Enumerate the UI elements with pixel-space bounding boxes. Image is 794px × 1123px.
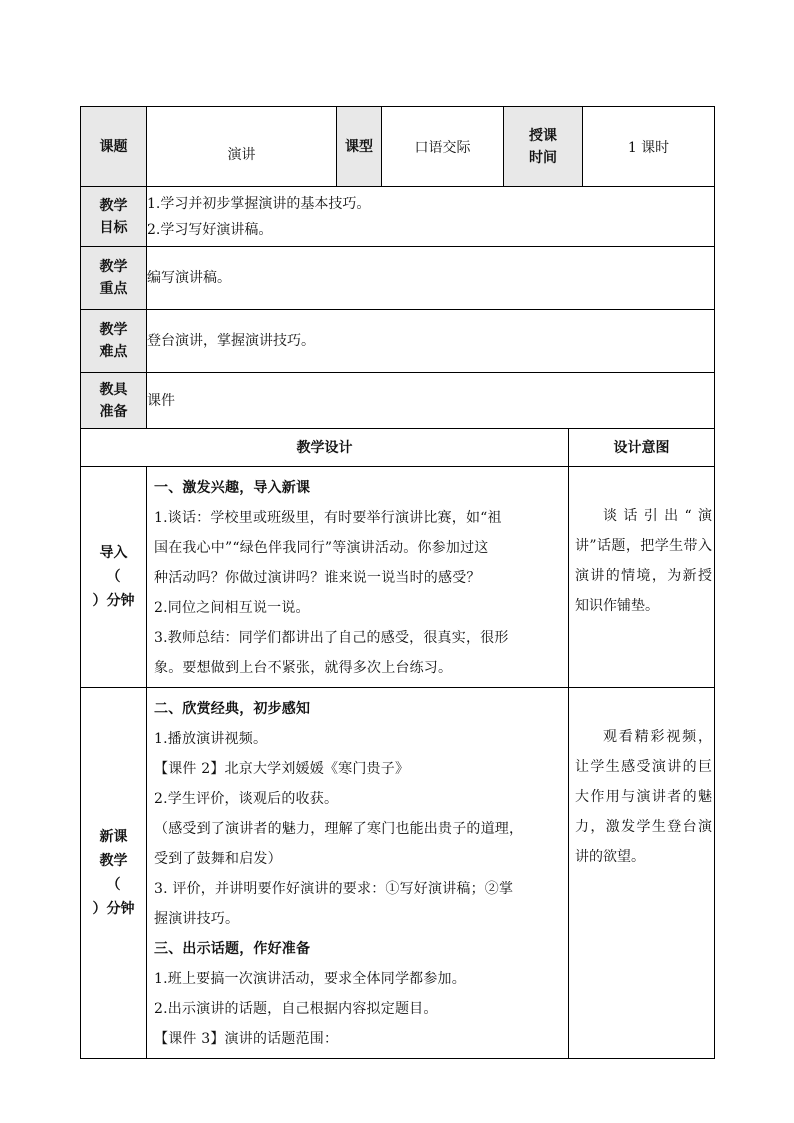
intro-line: 国在我心中”“绿色伴我同行”等演讲活动。你参加过这 <box>154 540 489 556</box>
intro-side-line-2: （ <box>106 569 121 585</box>
lesson-line: 2.出示演讲的话题，自己根据内容拟定题目。 <box>154 1001 438 1017</box>
intro-row <box>81 467 715 688</box>
header-row <box>81 107 715 187</box>
design-header-row <box>81 429 715 467</box>
goal-item: 2.学习写好演讲稿。 <box>147 221 273 238</box>
materials-value: 课件 <box>147 373 715 429</box>
difficulties-value: 登台演讲，掌握演讲技巧。 <box>147 310 715 373</box>
lesson-line: （感受到了演讲者的魅力，理解了寒门也能出贵子的道理， <box>154 821 524 837</box>
goals-value <box>147 187 715 247</box>
time-label <box>504 107 583 187</box>
lesson-line: 3. 评价，并讲明要作好演讲的要求：①写好演讲稿；②掌 <box>154 881 514 897</box>
intro-intent <box>569 467 715 688</box>
materials-label-line-2: 准备 <box>99 403 128 420</box>
new-lesson-side-line-2: 教学 <box>99 853 128 869</box>
topic-label: 课题 <box>81 107 147 187</box>
goals-row <box>81 187 715 247</box>
lesson-plan-table <box>80 106 715 1059</box>
goals-label-line-2: 目标 <box>99 219 128 236</box>
intro-side-line-1: 导入 <box>99 545 128 561</box>
new-lesson-side-line-4: ）分钟 <box>92 901 135 917</box>
design-header: 教学设计 <box>81 429 569 467</box>
new-lesson-side-line-3: （ <box>106 877 121 893</box>
key-points-label-line-1: 教学 <box>99 259 128 275</box>
intro-intent-text: 谈话引出“演讲”话题，把学生带入演讲的情境，为新授知识作铺垫。 <box>575 508 712 614</box>
section-heading: 二、欣赏经典，初步感知 <box>154 701 311 717</box>
difficulties-label-line-1: 教学 <box>99 322 128 338</box>
lesson-line: 【课件 3】演讲的话题范围： <box>154 1031 339 1047</box>
intro-line: 2.同位之间相互说一说。 <box>154 600 310 616</box>
intro-side-line-3: ）分钟 <box>92 593 135 609</box>
new-lesson-row <box>81 688 715 1059</box>
intro-heading: 一、激发兴趣，导入新课 <box>154 480 311 496</box>
key-points-row <box>81 247 715 310</box>
intro-line: 1.谈话：学校里或班级里，有时要举行演讲比赛，如“祖 <box>154 510 502 526</box>
goals-label-line-1: 教学 <box>99 197 128 214</box>
key-points-value: 编写演讲稿。 <box>147 247 715 310</box>
time-value: 1 课时 <box>583 107 715 187</box>
materials-label-line-1: 教具 <box>99 381 128 398</box>
lesson-line: 握演讲技巧。 <box>154 911 240 927</box>
new-lesson-side-line-1: 新课 <box>99 829 128 845</box>
key-points-label <box>81 247 147 310</box>
intent-header: 设计意图 <box>569 429 715 467</box>
intro-line: 3.教师总结：同学们都讲出了自己的感受，很真实，很形 <box>154 630 509 646</box>
section-heading: 三、出示话题，作好准备 <box>154 941 311 957</box>
materials-label <box>81 373 147 429</box>
key-points-label-line-2: 重点 <box>99 281 128 297</box>
time-label-line-1: 授课 <box>529 127 557 144</box>
lesson-line: 1.播放演讲视频。 <box>154 731 268 747</box>
type-label: 课型 <box>337 107 382 187</box>
new-lesson-intent <box>569 688 715 1059</box>
time-label-line-2: 时间 <box>529 149 557 166</box>
intro-line: 象。要想做到上台不紧张，就得多次上台练习。 <box>154 660 453 676</box>
new-lesson-side-label <box>81 688 147 1059</box>
difficulties-row <box>81 310 715 373</box>
intro-line: 种活动吗？你做过演讲吗？谁来说一说当时的感受？ <box>154 570 481 586</box>
intro-content <box>147 467 569 688</box>
difficulties-label <box>81 310 147 373</box>
materials-row <box>81 373 715 429</box>
new-lesson-intent-text: 观看精彩视频，让学生感受演讲的巨大作用与演讲者的魅力，激发学生登台演讲的欲望。 <box>575 729 712 865</box>
intro-side-label <box>81 467 147 688</box>
type-value: 口语交际 <box>382 107 504 187</box>
goals-label <box>81 187 147 247</box>
new-lesson-content <box>147 688 569 1059</box>
topic-value: 演讲 <box>147 107 337 187</box>
lesson-line: 受到了鼓舞和启发） <box>154 851 282 867</box>
lesson-line: 1.班上要搞一次演讲活动，要求全体同学都参加。 <box>154 971 466 987</box>
goal-item: 1.学习并初步掌握演讲的基本技巧。 <box>147 195 371 212</box>
difficulties-label-line-2: 难点 <box>99 344 128 360</box>
lesson-line: 2.学生评价，谈观后的收获。 <box>154 791 339 807</box>
lesson-line: 【课件 2】北京大学刘媛媛《寒门贵子》 <box>154 761 410 777</box>
